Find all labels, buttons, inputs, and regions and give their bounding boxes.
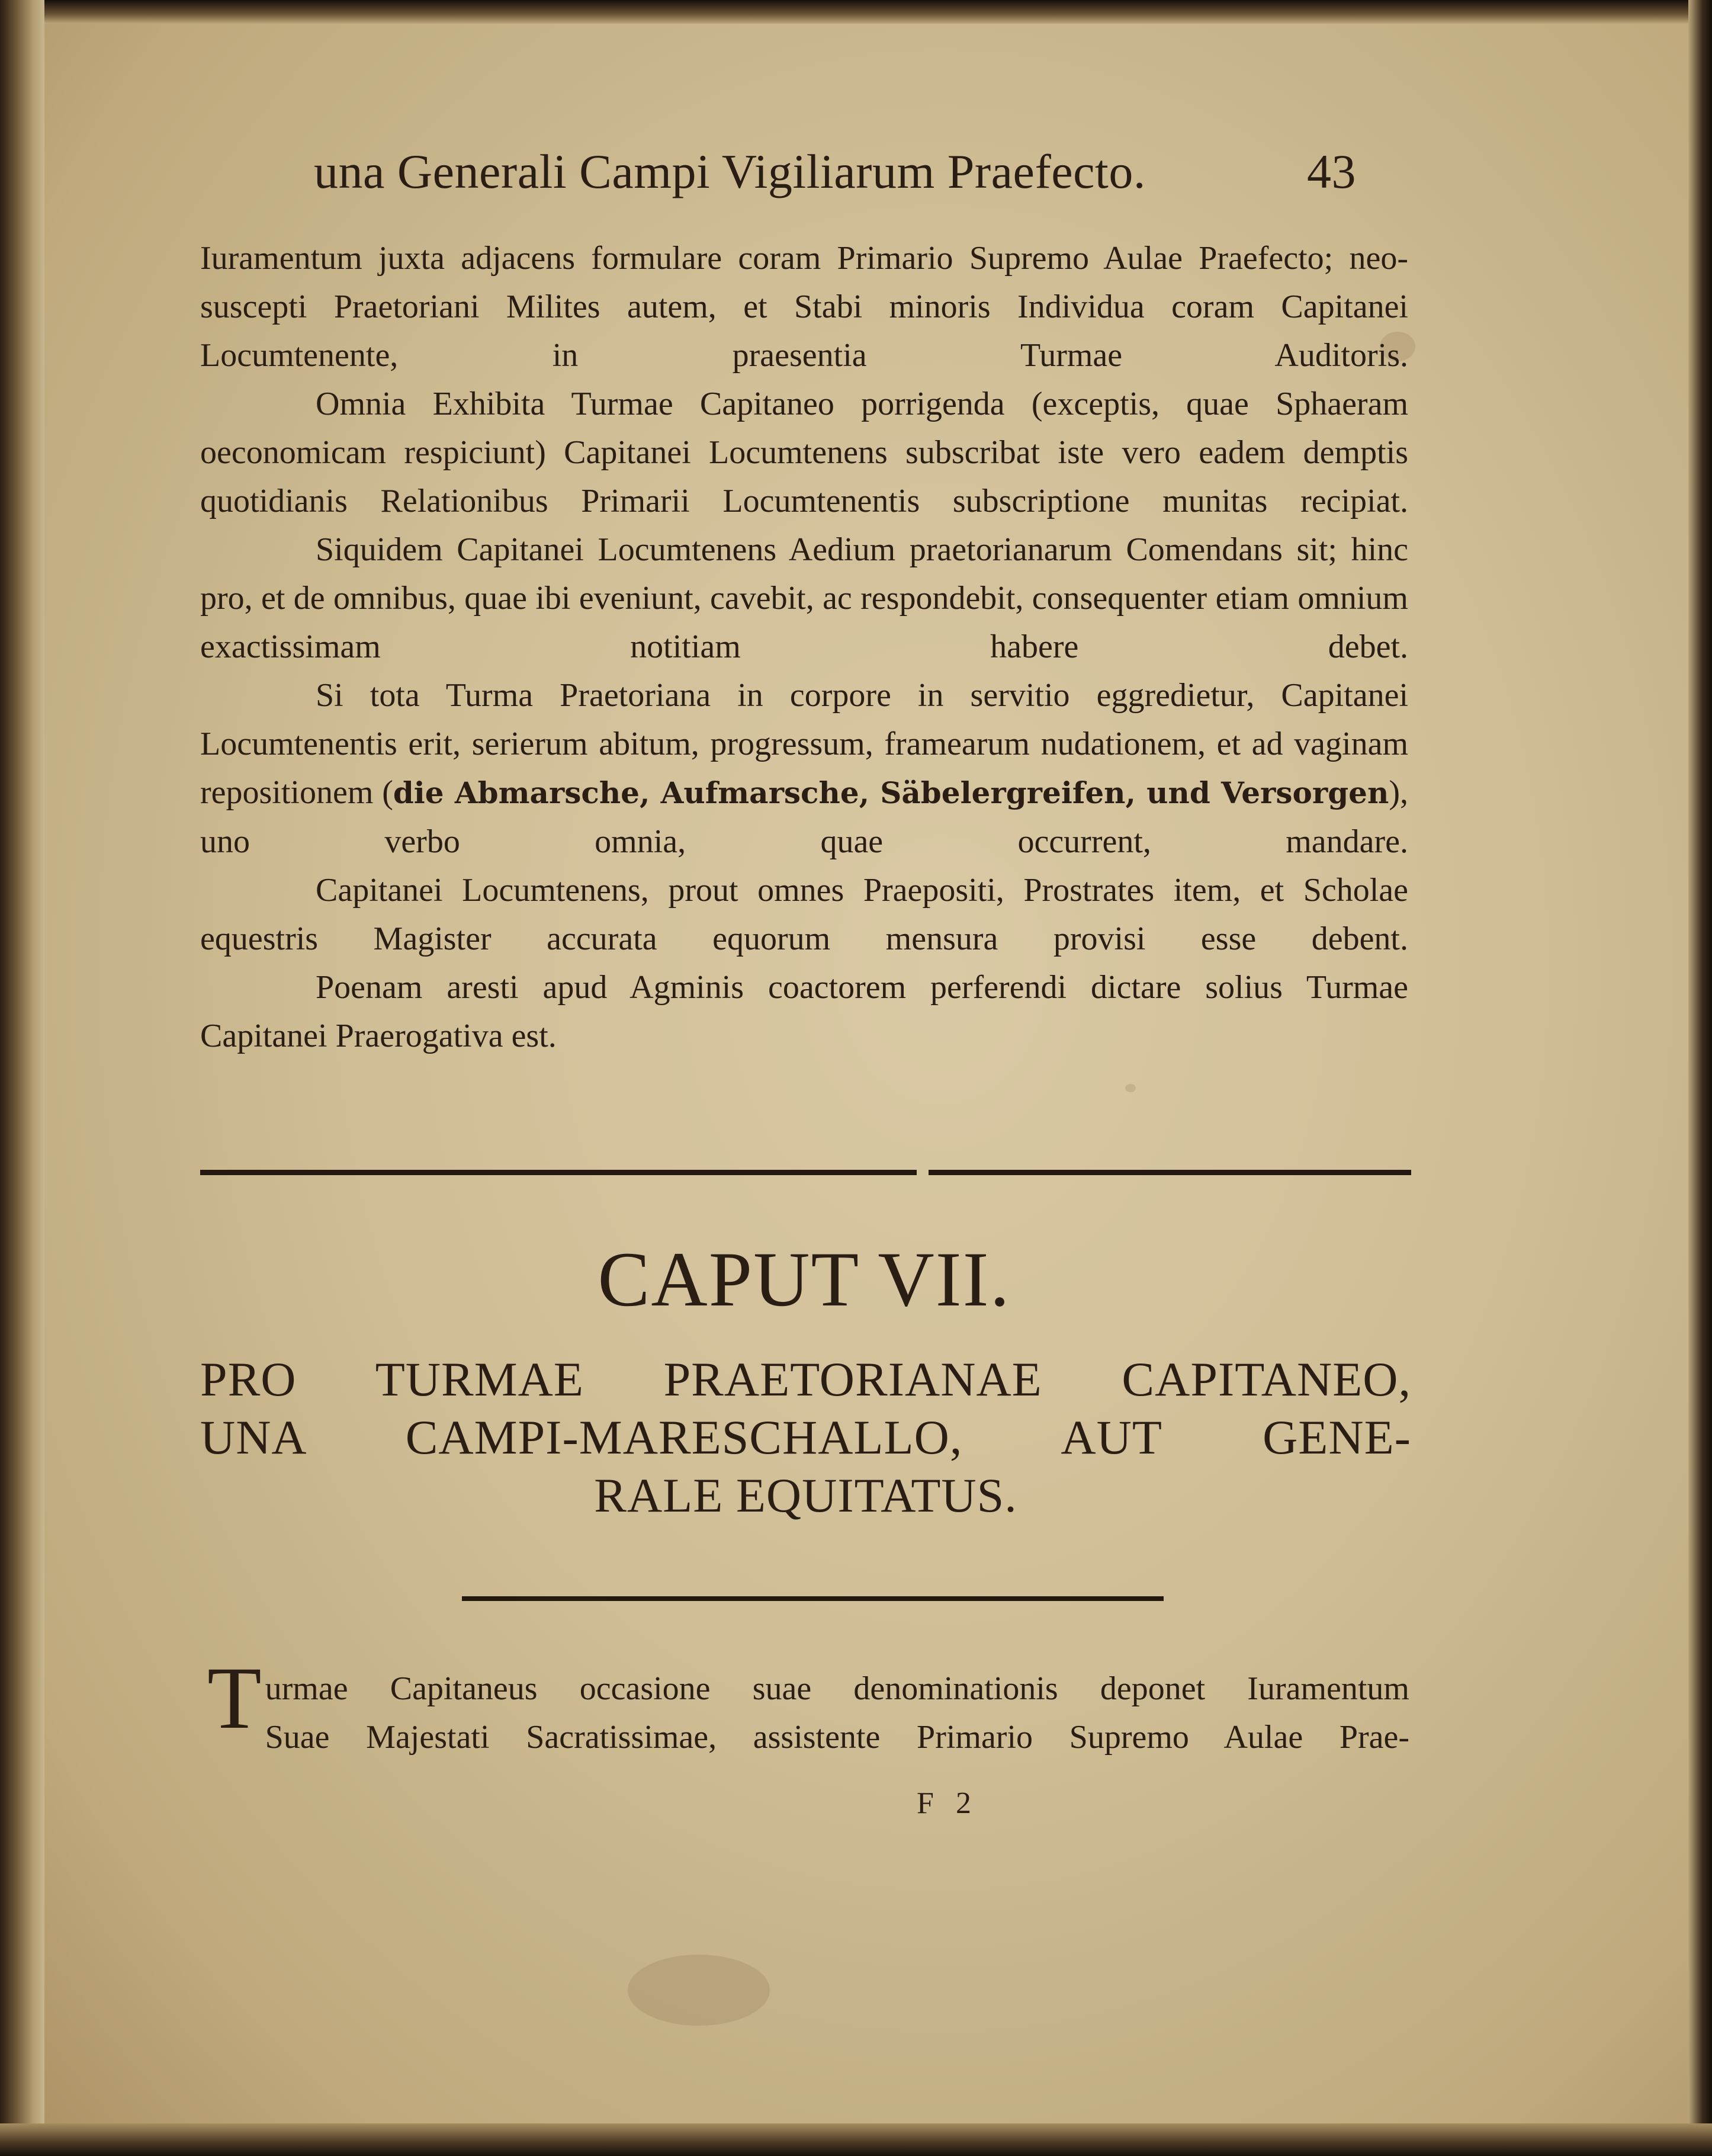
paragraph: Iuramentum juxta adjacens formulare coram Primario Supremo Aulae Praefecto; neo-suscepti Praetoriani Milites autem, et Stabi minoris Individua coram Capitanei Locumtenente, in praesentia Turmae Auditoris. [200, 240, 1408, 374]
page-bottom-edge [0, 2123, 1712, 2156]
paragraph [200, 671, 1408, 866]
chapter-opening-text [207, 1649, 1409, 1762]
subtitle-line: UNA CAMPI-MARESCHALLO, AUT GENE- [200, 1410, 1411, 1464]
chapter-subtitle [200, 1350, 1411, 1525]
paragraph: Poenam aresti apud Agminis coactorem perferendi dictare solius Turmae Capitanei Praerogativa est. [200, 969, 1408, 1054]
paragraph-text: Si tota Turma Praetoriana in corpore in servitio eggredietur, Capitanei Locumtenentis erit, serierum abitum, progressum, framearum nudationem, et ad vaginam repositionem ( [200, 677, 1408, 811]
running-head [296, 139, 1356, 204]
running-title: una Generali Campi Vigiliarum Praefecto. [314, 145, 1146, 198]
section-divider [200, 1170, 1411, 1178]
divider-rule [929, 1170, 1411, 1175]
page-number: 43 [1307, 145, 1356, 198]
paragraph: Capitanei Locumtenens, prout omnes Praepositi, Prostrates item, et Scholae equestris Magister accurata equorum mensura provisi esse debent. [200, 872, 1408, 957]
chapter-heading: CAPUT VII. [598, 1236, 1011, 1323]
subtitle-line: PRO TURMAE PRAETORIANAE CAPITANEO, [200, 1352, 1411, 1406]
page-gutter [0, 0, 44, 2156]
text-line: urmae Capitaneus occasione suae denominationis deponet Iuramentum [265, 1670, 1409, 1707]
paragraph-text: ), uno verbo omnia, quae occurrent, mandare. [200, 774, 1408, 860]
paragraph: Omnia Exhibita Turmae Capitaneo porrigenda (exceptis, quae Sphaeram oeconomicam respiciunt) Capitanei Locumtenens subscribat iste vero eadem demptis quotidianis Relationibus Primarii Locumtenentis subscriptione munitas recipiat. [200, 386, 1408, 519]
german-gloss: die Abmarsche, Aufmarsche, Säbelergreifen, und Versorgen [393, 775, 1389, 810]
chapter-divider [462, 1596, 1164, 1601]
signature-mark: F 2 [917, 1786, 978, 1820]
paper-stain [628, 1955, 770, 2026]
body-text [200, 234, 1408, 1060]
paragraph: Siquidem Capitanei Locumtenens Aedium praetorianarum Comendans sit; hinc pro, et de omnibus, quae ibi eveniunt, cavebit, ac respondebit, consequenter etiam omnium exactissimam notitiam habere debet. [200, 531, 1408, 665]
divider-rule [200, 1170, 917, 1175]
page-right-edge [1688, 0, 1712, 2156]
paper-spot [1125, 1084, 1136, 1092]
text-line: Suae Majestati Sacratissimae, assistente Primario Supremo Aulae Prae- [265, 1719, 1409, 1756]
page-top-edge [0, 0, 1712, 24]
subtitle-line: RALE EQUITATUS. [594, 1468, 1017, 1522]
drop-cap: T [207, 1649, 262, 1747]
